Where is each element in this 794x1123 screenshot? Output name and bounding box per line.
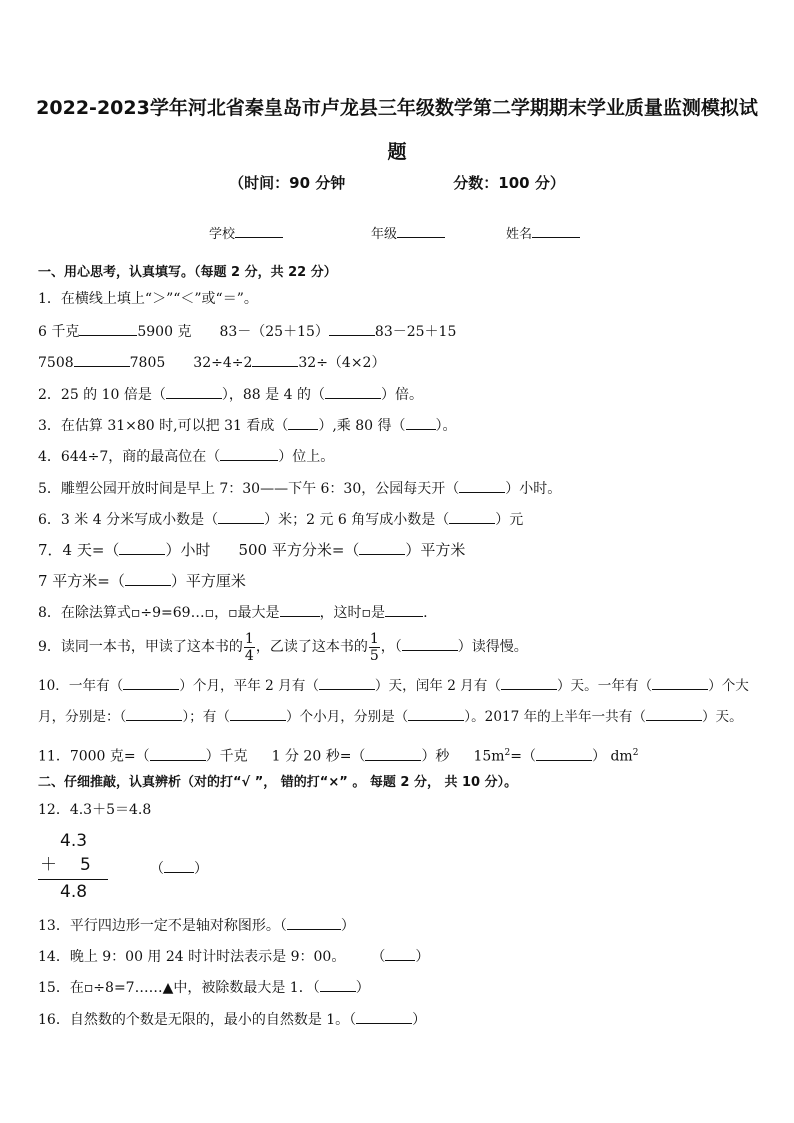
question-2	[38, 385, 423, 404]
q-text: ），88 是 4 的（	[221, 387, 325, 403]
answer-blank[interactable]	[150, 747, 206, 761]
answer-blank[interactable]	[406, 416, 436, 430]
question-11	[38, 744, 638, 766]
q-text: ）天。	[701, 709, 743, 725]
q-text: 500 平方分米=（	[238, 541, 360, 559]
question-13	[38, 916, 355, 935]
answer-blank[interactable]	[449, 510, 495, 524]
answer-blank[interactable]	[325, 385, 381, 399]
school-field[interactable]	[209, 223, 283, 242]
q-text: ）位上。	[278, 449, 335, 465]
section1-heading: 一、用心思考，认真填写。（每题 2 分，共 22 分）	[38, 265, 337, 280]
vert-number: 4.3	[60, 831, 88, 851]
q-text: ）千克	[205, 748, 248, 765]
answer-blank[interactable]	[125, 572, 171, 586]
grade-label: 年级	[371, 227, 398, 242]
question-7-cont	[38, 572, 246, 590]
q-text: 11．7000 克=（	[38, 748, 150, 765]
q-text: ）个月，平年 2 月有（	[179, 678, 319, 694]
exam-time: （时间：90 分钟	[229, 174, 346, 192]
q-text: ，这时▫是	[319, 605, 386, 621]
q-text: ）。	[435, 418, 457, 434]
superscript: 2	[504, 748, 511, 758]
question-10-cont	[38, 707, 743, 726]
q-text: 1 分 20 秒=（	[271, 748, 366, 765]
q-text: ）小时。	[505, 481, 562, 497]
answer-blank[interactable]	[126, 707, 182, 721]
q-text: ）,乘 80 得（	[318, 418, 406, 434]
answer-blank[interactable]	[218, 510, 264, 524]
q-text: 月，分别是：（	[38, 709, 127, 725]
superscript: 2	[632, 748, 639, 758]
q-text: ）平方厘米	[170, 572, 246, 590]
q-text: ）	[194, 861, 208, 877]
school-label: 学校	[209, 227, 236, 242]
q1-expr: 6 千克	[38, 324, 80, 340]
answer-blank[interactable]	[365, 747, 421, 761]
question-9	[38, 630, 528, 664]
answer-blank[interactable]	[166, 385, 222, 399]
question-8	[38, 603, 428, 622]
q-text: ）天，闰年 2 月有（	[374, 678, 501, 694]
question-3	[38, 416, 457, 435]
grade-field[interactable]	[371, 223, 445, 242]
answer-blank[interactable]	[536, 747, 592, 761]
q-text: 15m	[473, 748, 505, 765]
name-blank[interactable]	[532, 225, 580, 238]
answer-blank[interactable]	[280, 603, 320, 617]
vertical-calculation	[38, 829, 114, 904]
exam-meta	[0, 172, 794, 193]
q-text: ）；有（	[182, 709, 230, 725]
q-text: ）天。一年有（	[556, 678, 653, 694]
answer-blank[interactable]	[356, 1010, 412, 1024]
name-field[interactable]	[506, 223, 580, 242]
answer-blank[interactable]	[320, 978, 356, 992]
q-text: 16．自然数的个数是无限的，最小的自然数是 1。（	[38, 1012, 357, 1028]
q-text: ）读得慢。	[457, 639, 528, 655]
question-1-row-a	[38, 322, 456, 341]
question-4	[38, 447, 334, 466]
answer-blank[interactable]	[652, 676, 708, 690]
q-text: ）秒	[421, 748, 450, 765]
vert-number: 4.8	[60, 882, 88, 902]
school-blank[interactable]	[235, 225, 283, 238]
q-text: ）个小月，分别是（	[285, 709, 409, 725]
q1-expr: 7805	[129, 355, 166, 371]
q-text: 5．雕塑公园开放时间是早上 7：30——下午 6：30，公园每天开（	[38, 481, 460, 497]
q-text: ）	[340, 918, 355, 934]
q-text: 13．平行四边形一定不是轴对称图形。（	[38, 918, 287, 934]
q-text: 7．4 天=（	[38, 541, 120, 559]
fraction-numerator: 1	[369, 630, 379, 647]
question-15	[38, 978, 370, 997]
q1-expr: 32÷（4×2）	[298, 355, 386, 371]
q-text: =（	[510, 748, 536, 765]
question-14	[38, 947, 429, 966]
q1-expr: 32÷4÷2	[193, 355, 253, 371]
answer-blank[interactable]	[329, 322, 375, 336]
q1-expr: 5900 克	[137, 324, 192, 340]
answer-blank[interactable]	[408, 707, 464, 721]
answer-blank[interactable]	[220, 447, 278, 461]
fraction-one-quarter	[244, 631, 255, 664]
q-text: ）	[355, 980, 370, 996]
question-5	[38, 479, 561, 498]
q-text: ） dm	[592, 748, 633, 765]
vert-row-result	[38, 880, 114, 904]
name-label: 姓名	[506, 227, 533, 242]
answer-blank[interactable]	[79, 322, 137, 336]
q-text: 3．在估算 31×80 时,可以把 31 看成（	[38, 418, 289, 434]
question-6	[38, 510, 523, 529]
question-7	[38, 541, 465, 559]
answer-blank[interactable]	[402, 637, 458, 651]
q-text: 7 平方米=（	[38, 572, 125, 590]
answer-blank[interactable]	[230, 707, 286, 721]
answer-blank[interactable]	[119, 541, 165, 555]
question-1-row-b	[38, 353, 385, 372]
answer-blank[interactable]	[123, 676, 179, 690]
q-text: 2．25 的 10 倍是（	[38, 387, 166, 403]
answer-blank[interactable]	[252, 353, 298, 367]
q-text: ）	[412, 1012, 427, 1028]
answer-blank[interactable]	[164, 859, 194, 873]
q1-expr: 7508	[38, 355, 74, 371]
q-text: （	[371, 949, 386, 965]
vert-number: 5	[80, 855, 91, 875]
q-text: 15．在▫÷8=7……▲中，被除数最大是 1．（	[38, 980, 320, 996]
q-text: ，（	[380, 639, 402, 655]
q-text: ）	[415, 949, 430, 965]
q1-expr: 83－（25＋15）	[219, 324, 329, 340]
question-16	[38, 1010, 426, 1029]
answer-blank[interactable]	[646, 707, 702, 721]
q-text: ）米；2 元 6 角写成小数是（	[264, 512, 450, 528]
question-12-answer	[150, 859, 208, 878]
fraction-numerator: 1	[244, 630, 254, 647]
q-text: ）小时	[165, 541, 211, 559]
vert-row-top	[38, 829, 114, 853]
question-12: 12．4.3＋5＝4.8	[38, 802, 152, 818]
question-1: 1．在横线上填上“＞”“＜”或“＝”。	[38, 291, 258, 307]
exam-score: 分数：100 分）	[453, 174, 565, 192]
answer-blank[interactable]	[385, 603, 423, 617]
answer-blank[interactable]	[359, 541, 405, 555]
vert-row-mid	[38, 853, 114, 877]
q-text: .	[423, 605, 428, 621]
fraction-one-fifth	[369, 631, 380, 664]
plus-sign: ＋	[40, 855, 57, 875]
q-text: 8．在除法算式▫÷9=69…▫，▫最大是	[38, 605, 280, 621]
question-10	[38, 676, 749, 695]
q-text: ）元	[495, 512, 524, 528]
answer-blank[interactable]	[288, 416, 318, 430]
answer-blank[interactable]	[287, 916, 341, 930]
q-text: ）个大	[708, 678, 749, 694]
answer-blank[interactable]	[501, 676, 557, 690]
answer-blank[interactable]	[74, 353, 130, 367]
q-text: 9．读同一本书，甲读了这本书的	[38, 639, 243, 655]
q-text: 10．一年有（	[38, 678, 124, 694]
q-text: 4．644÷7，商的最高位在（	[38, 449, 221, 465]
section2-heading: 二、仔细推敲，认真辨析（对的打“√ ”， 错的打“×” 。 每题 2 分， 共 10 分）。	[38, 775, 518, 790]
answer-blank[interactable]	[385, 947, 415, 961]
answer-blank[interactable]	[319, 676, 375, 690]
q1-expr: 83－25＋15	[374, 324, 457, 340]
q-text: ）倍。	[380, 387, 423, 403]
fraction-denominator: 4	[244, 647, 254, 664]
q-text: ）平方米	[405, 541, 466, 559]
q-text: ）。2017 年的上半年一共有（	[464, 709, 646, 725]
q-text: 14．晚上 9：00 用 24 时计时法表示是 9：00。	[38, 949, 346, 965]
page-title: 2022-2023学年河北省秦皇岛市卢龙县三年级数学第二学期期末学业质量监测模拟试题	[36, 97, 758, 163]
q-text: （	[150, 861, 164, 877]
fraction-denominator: 5	[369, 647, 379, 664]
q-text: 6．3 米 4 分米写成小数是（	[38, 512, 219, 528]
q-text: ，乙读了这本书的	[255, 639, 368, 655]
answer-blank[interactable]	[459, 479, 505, 493]
grade-blank[interactable]	[397, 225, 445, 238]
